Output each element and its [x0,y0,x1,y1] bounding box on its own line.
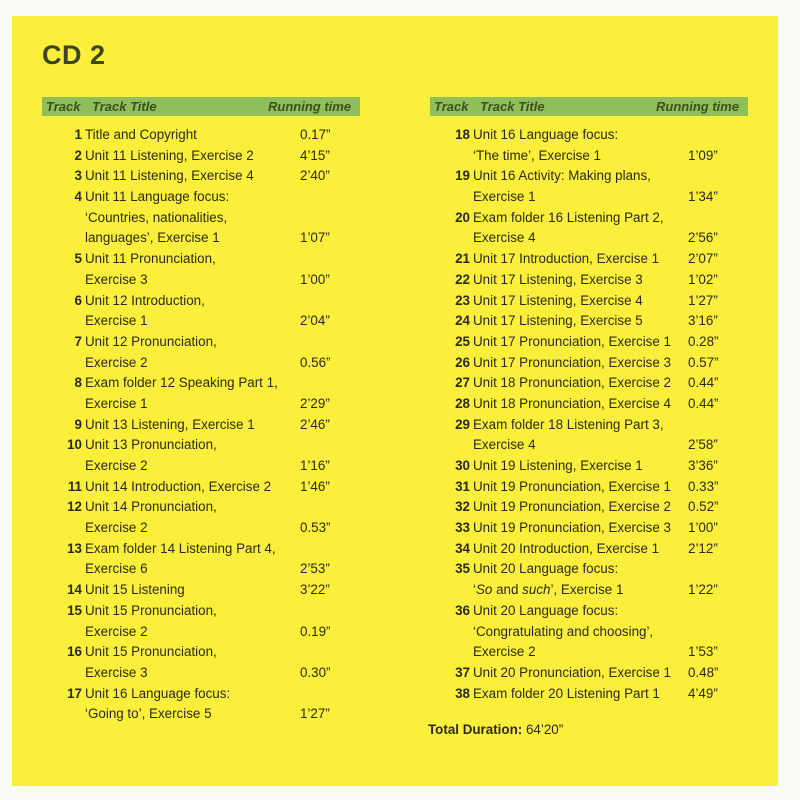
page-title: CD 2 [42,40,106,70]
track-row [37,166,367,187]
track-number: 26 [455,354,470,370]
track-number: 35 [455,561,470,577]
track-row [425,518,755,539]
track-row [425,663,755,684]
track-time: 0.17” [300,127,331,142]
track-row [425,249,755,270]
track-title: Unit 16 Activity: Making plans, [473,168,651,184]
track-time: 2’56” [688,230,718,246]
track-title: Unit 16 Language focus: [85,685,231,701]
track-title: Exercise 1 [473,189,536,205]
track-title: Unit 13 Listening, Exercise 1 [85,416,255,432]
track-number: 36 [455,602,470,618]
track-number: 31 [455,478,470,494]
track-row [37,228,367,249]
cd-insert-card [12,16,778,786]
track-number: 11 [67,478,82,494]
track-row [425,642,755,663]
track-number: 30 [455,458,470,473]
track-title: Unit 12 Pronunciation, [85,333,217,349]
track-time: 1’02” [688,271,718,287]
track-list-right [425,125,755,704]
track-title: languages’, Exercise 1 [85,230,220,246]
track-number: 15 [67,602,82,618]
track-time: 4’49” [688,685,718,701]
track-number: 14 [67,582,82,598]
track-time: 0.44” [688,395,719,411]
track-row [37,642,367,663]
track-number: 22 [455,271,470,287]
track-row [37,125,367,146]
track-row [37,539,367,560]
track-title: Exercise 2 [85,520,148,536]
track-title: Unit 20 Language focus: [473,561,619,577]
track-number: 23 [455,292,470,308]
track-row [37,704,367,725]
table-header-right [430,97,748,116]
track-title: Unit 17 Listening, Exercise 5 [473,313,643,329]
total-duration-label: Total Duration: [428,722,523,737]
track-time: 0.57” [688,354,719,370]
track-time: 2’58” [688,437,718,453]
track-number: 8 [74,375,82,391]
track-title: Unit 14 Introduction, Exercise 2 [85,478,272,494]
track-title: Unit 20 Language focus: [473,602,619,618]
track-row [37,394,367,415]
track-time: 2’12” [688,540,718,556]
track-number: 3 [74,168,82,184]
track-row [425,435,755,456]
track-title: Unit 20 Pronunciation, Exercise 1 [473,664,671,680]
track-title: Exercise 2 [85,458,148,473]
track-number: 38 [455,685,470,701]
track-time: 4’15” [300,147,330,163]
track-row [37,332,367,353]
track-title: Unit 14 Pronunciation, [85,499,217,515]
track-title: Exercise 6 [85,561,148,577]
track-row [37,580,367,601]
track-row [37,187,367,208]
track-row [37,622,367,643]
track-number: 18 [455,127,470,142]
track-time: 3’36” [688,458,718,473]
track-title: Exercise 3 [85,664,148,680]
track-title: Exam folder 20 Listening Part 1 [473,685,660,701]
track-title: Unit 19 Listening, Exercise 1 [473,458,643,473]
track-row [37,477,367,498]
track-time: 0.56” [300,354,331,370]
track-row [425,125,755,146]
total-duration-value: 64’20” [525,722,564,737]
track-number: 19 [455,168,470,184]
track-row [425,187,755,208]
track-row [37,435,367,456]
track-number: 28 [455,395,470,411]
track-title: Unit 11 Listening, Exercise 4 [85,168,254,184]
total-duration [428,722,563,737]
track-row [37,373,367,394]
track-title: Unit 17 Pronunciation, Exercise 3 [473,354,671,370]
track-title: ‘Congratulating and choosing’, [473,623,654,639]
track-number: 6 [74,292,82,308]
track-number: 24 [455,313,470,329]
track-title: Exam folder 14 Listening Part 4, [85,540,276,556]
track-row [425,684,755,705]
track-number: 13 [67,540,82,556]
track-row [425,146,755,167]
track-row [37,559,367,580]
track-row [37,415,367,436]
track-title: Exercise 2 [85,623,148,639]
track-row [37,456,367,477]
track-time: 0.52” [688,499,719,515]
track-row [37,684,367,705]
track-time: 1’22” [688,582,718,598]
track-time: 2’40” [300,168,330,184]
track-title: ‘The time’, Exercise 1 [473,147,601,163]
track-row [425,228,755,249]
track-time: 2’07” [688,251,718,267]
track-number: 2 [74,147,82,163]
track-time: 3’16” [688,313,718,329]
track-row [425,477,755,498]
track-title: Unit 18 Pronunciation, Exercise 4 [473,395,671,411]
track-time: 1’46” [300,478,330,494]
track-time: 1’16” [300,458,330,473]
track-time: 2’29” [300,395,330,411]
track-title: Unit 17 Listening, Exercise 3 [473,271,643,287]
track-time: 1’07” [300,230,330,246]
track-row [37,601,367,622]
track-row [37,270,367,291]
track-time: 0.48” [688,664,719,680]
track-title: Unit 15 Listening [85,582,185,598]
track-title: Unit 19 Pronunciation, Exercise 2 [473,499,671,515]
track-number: 21 [455,251,470,267]
track-row [37,518,367,539]
track-title: Exercise 4 [473,437,536,453]
track-number: 20 [455,209,470,225]
track-title: ‘So and such’, Exercise 1 [473,582,624,598]
track-time: 1’34” [688,189,718,205]
track-row [425,208,755,229]
track-time: 0.33” [688,478,719,494]
track-time: 0.28” [688,333,719,349]
track-number: 10 [67,437,82,453]
track-time: 2’53” [300,561,330,577]
header-title: Track Title [92,99,157,114]
track-title: ‘Countries, nationalities, [85,209,228,225]
track-row [37,249,367,270]
track-title: Exercise 4 [473,230,536,246]
table-header-left [42,97,360,116]
track-number: 33 [455,520,470,536]
track-row [425,580,755,601]
track-title: Unit 18 Pronunciation, Exercise 2 [473,375,671,391]
track-number: 16 [67,644,82,660]
track-title: Exercise 1 [85,313,148,329]
track-time: 0.30” [300,664,331,680]
track-number: 27 [455,375,470,391]
track-row [425,539,755,560]
track-row [425,291,755,312]
track-title: Unit 20 Introduction, Exercise 1 [473,540,660,556]
header-time: Running time [656,99,740,114]
track-number: 5 [74,251,82,267]
track-row [37,311,367,332]
header-title: Track Title [480,99,545,114]
track-time: 1’53” [688,644,718,660]
track-time: 0.19” [300,623,331,639]
track-row [425,166,755,187]
track-title: Unit 11 Pronunciation, [85,251,216,267]
track-row [425,622,755,643]
track-title: Unit 19 Pronunciation, Exercise 3 [473,520,671,536]
track-title: ‘Going to’, Exercise 5 [85,706,212,722]
track-title: Exercise 2 [85,354,148,370]
header-track: Track [434,99,469,114]
track-title: Exercise 1 [85,395,148,411]
track-title: Exercise 2 [473,644,536,660]
track-number: 29 [455,416,470,432]
track-number: 37 [455,664,470,680]
track-title: Unit 16 Language focus: [473,127,619,142]
track-number: 4 [74,189,82,205]
header-track: Track [46,99,81,114]
track-number: 12 [67,499,82,515]
track-time: 0.53” [300,520,331,536]
track-time: 1’27” [688,292,718,308]
track-row [37,208,367,229]
track-title: Exam folder 18 Listening Part 3, [473,416,664,432]
track-row [425,559,755,580]
track-time: 1’00” [300,271,330,287]
track-time: 1’27” [300,706,330,722]
track-row [37,146,367,167]
header-time: Running time [268,99,352,114]
track-title: Title and Copyright [85,127,197,142]
track-title: Exam folder 12 Speaking Part 1, [85,375,278,391]
track-row [425,373,755,394]
track-title: Unit 17 Introduction, Exercise 1 [473,251,660,267]
track-title: Exam folder 16 Listening Part 2, [473,209,664,225]
track-title: Unit 17 Listening, Exercise 4 [473,292,643,308]
track-number: 7 [74,333,82,349]
track-number: 34 [455,540,470,556]
track-row [37,663,367,684]
track-title: Unit 19 Pronunciation, Exercise 1 [473,478,671,494]
track-time: 3’22” [300,582,330,598]
track-title: Unit 11 Language focus: [85,189,230,205]
track-row [37,353,367,374]
track-time: 2’04” [300,313,330,329]
track-row [425,270,755,291]
track-row [425,353,755,374]
track-title: Unit 11 Listening, Exercise 2 [85,147,254,163]
track-time: 2’46” [300,416,330,432]
track-title: Unit 15 Pronunciation, [85,644,217,660]
track-row [425,394,755,415]
track-title: Exercise 3 [85,271,148,287]
track-number: 1 [74,127,82,142]
track-number: 9 [74,416,82,432]
track-number: 17 [67,685,82,701]
track-row [425,415,755,436]
track-row [425,497,755,518]
track-number: 25 [455,333,470,349]
track-title: Unit 15 Pronunciation, [85,602,217,618]
track-title: Unit 12 Introduction, [85,292,205,308]
track-time: 1’00” [688,520,718,536]
track-title: Unit 17 Pronunciation, Exercise 1 [473,333,671,349]
track-list-left [37,125,367,725]
track-row [37,291,367,312]
track-time: 1’09” [688,147,718,163]
track-title: Unit 13 Pronunciation, [85,437,217,453]
track-time: 0.44” [688,375,719,391]
track-number: 32 [455,499,470,515]
track-row [37,497,367,518]
track-row [425,332,755,353]
track-row [425,311,755,332]
track-row [425,456,755,477]
track-row [425,601,755,622]
